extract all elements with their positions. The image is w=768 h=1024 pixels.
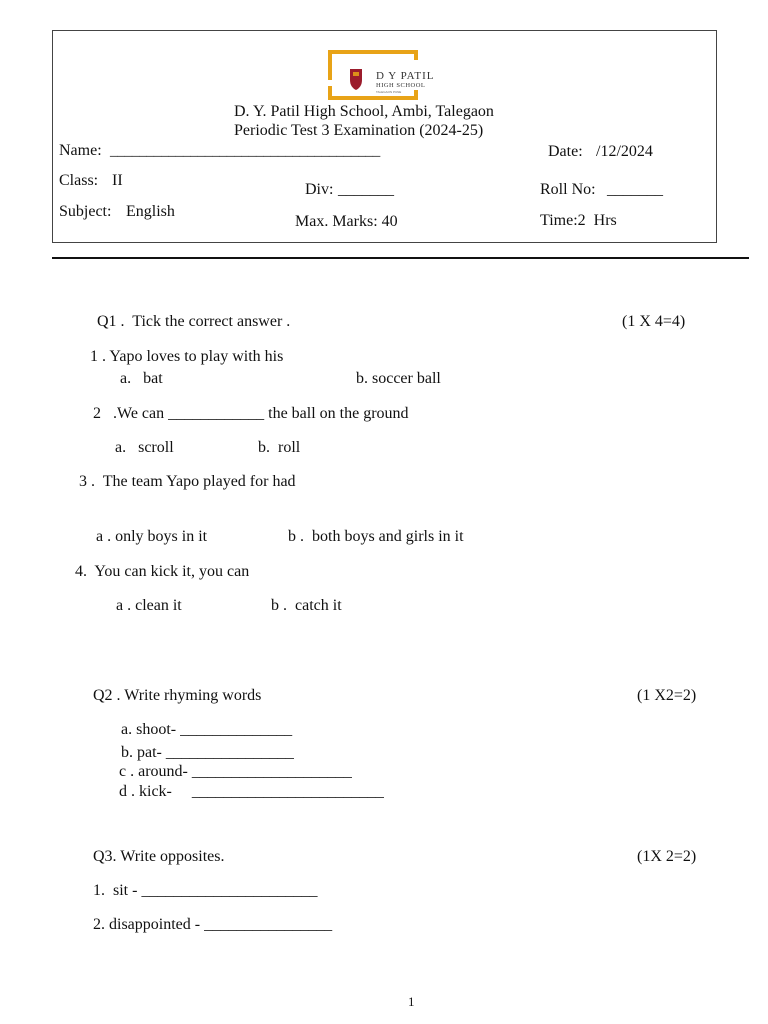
name-field[interactable]: _____________________________________ <box>110 143 381 159</box>
q2-item-a[interactable]: a. shoot- ______________ <box>121 721 293 738</box>
q1-item3-option-a[interactable]: a . only boys in it <box>96 528 208 545</box>
date-value: /12/2024 <box>596 143 653 160</box>
q1-item1-stem: 1 . Yapo loves to play with his <box>90 348 284 365</box>
q2-marks: (1 X2=2) <box>637 687 697 704</box>
logo-line1: D Y PATIL <box>376 70 435 82</box>
div-label: Div: <box>305 181 334 198</box>
q1-item4-option-a[interactable]: a . clean it <box>116 597 182 614</box>
q2-item-b[interactable]: b. pat- ________________ <box>121 744 294 761</box>
class-label: Class: <box>59 172 99 189</box>
q3-marks: (1X 2=2) <box>637 848 697 865</box>
subject-value: English <box>126 203 175 220</box>
q3-item-2[interactable]: 2. disappointed - ________________ <box>93 916 333 933</box>
class-value: II <box>112 172 123 189</box>
separator-line <box>52 257 749 259</box>
exam-title: Periodic Test 3 Examination (2024-25) <box>234 122 484 139</box>
subject-label: Subject: <box>59 203 112 220</box>
q2-title: Q2 . Write rhyming words <box>93 687 262 704</box>
q1-item2-option-b[interactable]: b. roll <box>258 439 301 456</box>
q1-item4-option-b[interactable]: b . catch it <box>271 597 342 614</box>
roll-no-label: Roll No: <box>540 181 596 198</box>
q2-item-c[interactable]: c . around- ____________________ <box>119 763 352 780</box>
time-allowed: Time:2 Hrs <box>540 212 617 229</box>
q1-item1-option-b[interactable]: b. soccer ball <box>356 370 441 387</box>
q1-item3-stem: 3 . The team Yapo played for had <box>79 473 296 490</box>
div-field[interactable]: _______ <box>338 181 394 198</box>
logo-line2: HIGH SCHOOL <box>376 82 426 89</box>
school-logo <box>328 50 438 100</box>
school-name: D. Y. Patil High School, Ambi, Talegaon <box>234 103 494 120</box>
q2-item-d[interactable]: d . kick- ________________________ <box>119 783 384 800</box>
page-number: 1 <box>408 994 415 1009</box>
q1-item2-stem: 2 .We can ____________ the ball on the ground <box>93 405 409 422</box>
max-marks: Max. Marks: 40 <box>295 213 398 230</box>
q1-item3-option-b[interactable]: b . both boys and girls in it <box>288 528 464 545</box>
q3-item-1[interactable]: 1. sit - ______________________ <box>93 882 318 899</box>
q1-item1-option-a[interactable]: a. bat <box>120 370 163 387</box>
roll-no-field[interactable]: _______ <box>607 181 663 198</box>
q1-item4-stem: 4. You can kick it, you can <box>75 563 250 580</box>
q1-marks: (1 X 4=4) <box>622 313 686 330</box>
date-label: Date: <box>548 143 583 160</box>
q1-title: Q1 . Tick the correct answer . <box>97 313 291 330</box>
name-label: Name: <box>59 142 102 159</box>
logo-line3: TALEGAON PUNE <box>376 90 402 94</box>
q3-title: Q3. Write opposites. <box>93 848 225 865</box>
q1-item2-option-a[interactable]: a. scroll <box>115 439 174 456</box>
